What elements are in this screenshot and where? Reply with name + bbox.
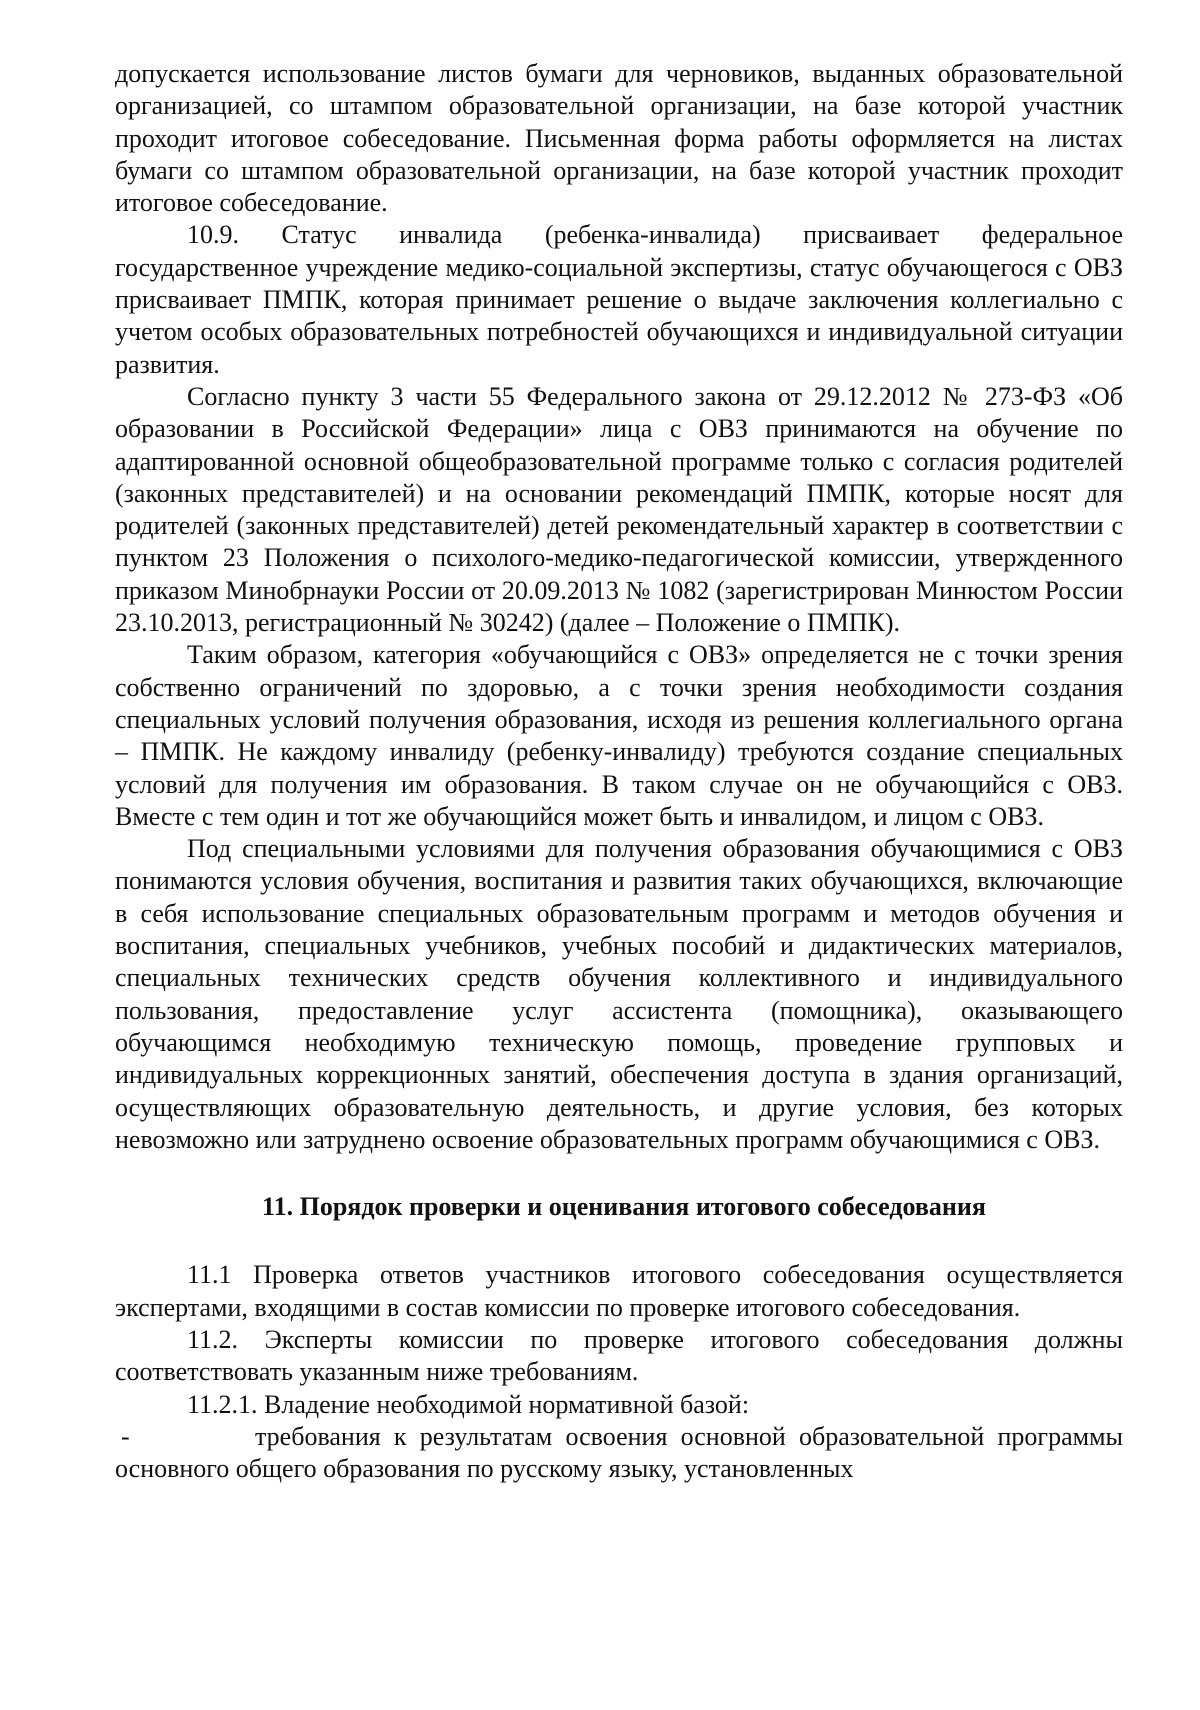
paragraph-11-2-1: 11.2.1. Владение необходимой нормативной базой: [187,1389,750,1419]
paragraph-special-conditions: Под специальными условиями для получения образования обучающимися с ОВЗ понимаются условия обучения, воспитания и развития таких обучающихся, включающие в себя использование специальных образовательным программ и методов обучения и воспитания, специальных учебников, учебных пособий и дидактических материалов, специальных технических средств обучения коллективного и индивидуального пользования, предоставление услуг ассистента (помощника), оказывающего обучающимся необходимую техническую помощь, проведение групповых и индивидуальных коррекционных занятий, обеспечения доступа в здания организаций, осуществляющих образовательную деятельность, и другие условия, без которых невозможно или затруднено освоение образовательных программ обучающимися с ОВЗ. [115,834,1123,1154]
section-heading: 11. Порядок проверки и оценивания итогового собеседования [262,1192,986,1222]
document-page [115,58,1123,1485]
list-dash: - [121,1421,130,1451]
paragraph-law-reference: Согласно пункту 3 части 55 Федерального закона от 29.12.2012 № 273-ФЗ «Об образовании в Российской Федерации» лица с ОВЗ принимаются на обучение по адаптированной основной общеобразовательной программе только с согласия родителей (законных представителей) и на основании рекомендаций ПМПК, которые носят для родителей (законных представителей) детей рекомендательный характер в соответствии с пунктом 23 Положения о психолого-медико-педагогической комиссии, утвержденного приказом Минобрнауки России от 20.09.2013 № 1082 (зарегистрирован Минюстом России 23.10.2013, регистрационный № 30242) (далее – Положение о ПМПК). [115,381,1123,638]
paragraph-11-2: 11.2. Эксперты комиссии по проверке итогового собеседования должны соответствовать указанным ниже требованиям. [115,1324,1123,1387]
paragraph-continuation: допускается использование листов бумаги для черновиков, выданных образовательной организацией, со штампом образовательной организации, на базе которой участник проходит итоговое собеседование. Письменная форма работы оформляется на листах бумаги со штампом образовательной организации, на базе которой участник проходит итоговое собеседование. [115,59,1123,218]
paragraph-category-definition: Таким образом, категория «обучающийся с ОВЗ» определяется не с точки зрения собственно ограничений по здоровью, а с точки зрения необходимости создания специальных условий получения образования, исходя из решения коллегиального органа – ПМПК. Не каждому инвалиду (ребенку-инвалиду) требуются создание специальных условий для получения им образования. В таком случае он не обучающийся с ОВЗ. Вместе с тем один и тот же обучающийся может быть и инвалидом, и лицом с ОВЗ. [115,640,1123,831]
list-item-text: требования к результатам освоения основной образовательной программы основного общего образования по русскому языку, установленных [115,1421,1123,1484]
list-item [115,1421,1123,1486]
paragraph-11-1: 11.1 Проверка ответов участников итогового собеседования осуществляется экспертами, входящими в состав комиссии по проверке итогового собеседования. [115,1260,1123,1322]
paragraph-10-9: 10.9. Статус инвалида (ребенка-инвалида) присваивает федеральное государственное учреждение медико-социальной экспертизы, статус обучающегося с ОВЗ присваивает ПМПК, которая принимает решение о выдаче заключения коллегиально с учетом особых образовательных потребностей обучающихся и индивидуальной ситуации развития. [115,220,1123,379]
